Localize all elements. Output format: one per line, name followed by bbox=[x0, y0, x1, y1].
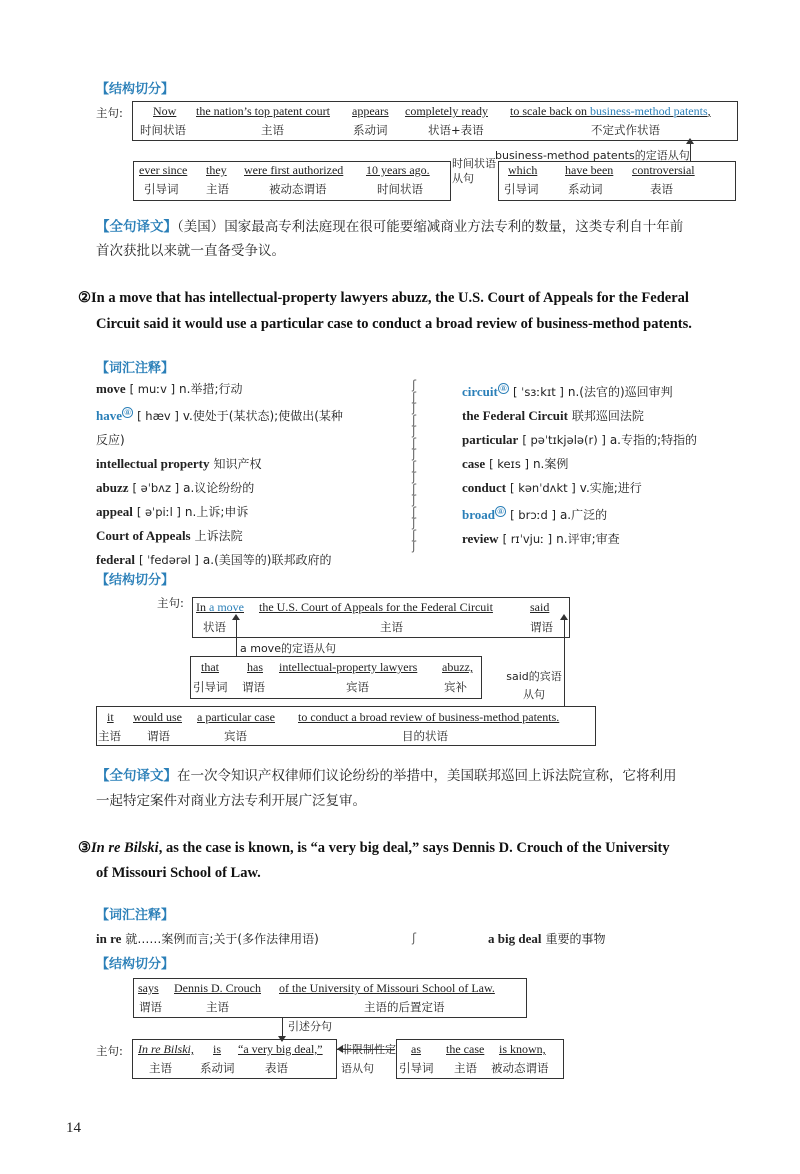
vocab-heading-3: 【词汇注释】 bbox=[96, 908, 175, 923]
main-clause-label-1: 主句: bbox=[96, 106, 123, 120]
structure-heading-3: 【结构切分】 bbox=[96, 957, 175, 972]
sentence-3-line1: ③In re Bilski, as the case is known, is “a very big deal,” says Dennis D. Crouch of the University bbox=[78, 840, 670, 856]
quote-clause-note: 引述分句 bbox=[288, 1020, 332, 1033]
obj-clause-note: said的宾语从句 bbox=[506, 670, 562, 701]
s1-now: Now bbox=[153, 104, 177, 118]
sentence-3-line2: of Missouri School of Law. bbox=[96, 865, 261, 881]
s2-in-a-move: In a move bbox=[196, 600, 244, 614]
nonres-clause-note: 非限制性定语从句 bbox=[341, 1043, 396, 1075]
vocab-right-3: a big deal 重要的事物 bbox=[488, 931, 606, 946]
vocab-left-2: move [ muːv ] n.举措;行动 have ⑧ [ hæv ] v.使处于(某状态);使做出(某种 反应) intellectual property 知识产权 abuzz [ əˈbʌz ] a.议论纷纷的 appeal [ əˈpiːl ] n.上诉;申诉 Court of Appeals 上诉法院 federal [ ˈfedərəl ] a.(美国等的)联邦政府的 bbox=[96, 381, 343, 568]
translation-1: 【全句译文】（美国）国家最高专利法庭现在很可能要缩减商业方法专利的数量，这类专利自十年前 bbox=[96, 219, 684, 235]
sentence-2-line2: Circuit said it would use a particular case to conduct a broad review of business-method patents. bbox=[96, 316, 692, 332]
main-clause-label-2: 主句: bbox=[157, 596, 184, 610]
sentence-2-line1: ②In a move that has intellectual-property lawyers abuzz, the U.S. Court of Appeals for the Federal bbox=[78, 290, 689, 306]
main-clause-label-3: 主句: bbox=[96, 1044, 123, 1058]
rel-clause-note-1: business-method patents的定语从句 bbox=[495, 149, 690, 162]
s1-subject: the nation’s top patent court bbox=[196, 104, 330, 118]
vocab-right-2: circuit ⑧ [ ˈsɜːkɪt ] n.(法官的)巡回审判 the Federal Circuit 联邦巡回法院 particular [ pəˈtɪkjələ(r) ] a.专指的;特指的 case [ keɪs ] n.案例 conduct [ kənˈdʌkt ] v.实施;进行 broad ⑧ [ brɔːd ] a.广泛的 review [ rɪˈvjuː ] n.评审;审查 bbox=[462, 384, 698, 547]
rel-clause-note-2: a move的定语从句 bbox=[240, 642, 336, 655]
translation-2: 【全句译文】在一次令知识产权律师们议论纷纷的举措中，美国联邦巡回上诉法院宣称，它将利用 bbox=[96, 768, 677, 784]
vocab-divider-2: ʃ ʃ ʃ ʃ ʃ ʃ ʃ ʃ ʃ ʃ ʃ ʃ ʃ ʃ ʃ bbox=[411, 378, 417, 553]
s1-verb: appears bbox=[352, 104, 389, 118]
structure-heading-1: 【结构切分】 bbox=[96, 82, 175, 97]
page-number: 14 bbox=[66, 1120, 81, 1136]
s1-infinitive: to scale back on business-method patents, bbox=[510, 104, 711, 118]
time-clause-note: 时间状语从句 bbox=[452, 157, 496, 185]
structure-heading-2: 【结构切分】 bbox=[96, 573, 175, 588]
vocab-left-3: in re 就……案例而言;关于(多作法律用语) bbox=[96, 931, 319, 946]
vocab-heading-2: 【词汇注释】 bbox=[96, 361, 175, 376]
s1-predicate: completely ready bbox=[405, 104, 488, 118]
